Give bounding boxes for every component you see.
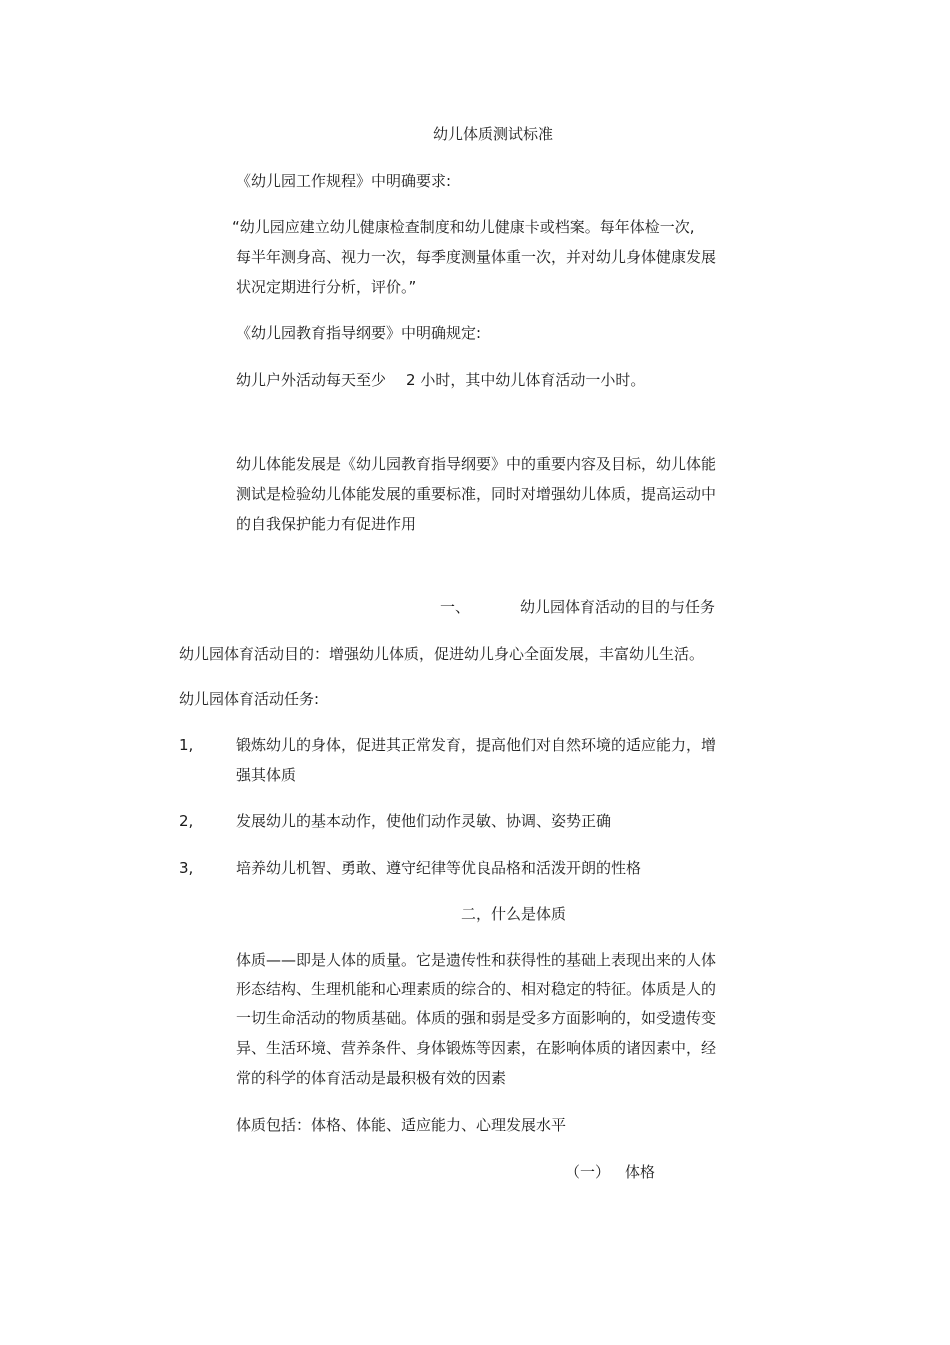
rule2-text-a: 幼儿户外活动每天至少 xyxy=(236,371,387,389)
section1-number: 一、 xyxy=(440,598,471,616)
rule2-text xyxy=(236,370,645,390)
rule1-quote-line: 状况定期进行分析，评价。” xyxy=(236,278,417,296)
rule1-source: 《幼儿园工作规程》中明确要求: xyxy=(236,172,452,190)
section2-heading: 二，什么是体质 xyxy=(461,905,567,923)
section2-paragraph-line: 体质——即是人体的质量。它是遗传性和获得性的基础上表现出来的人体 xyxy=(236,951,717,969)
task-text-line: 培养幼儿机智、勇敢、遵守纪律等优良品格和活泼开朗的性格 xyxy=(236,859,642,877)
section2-paragraph-line: 一切生命活动的物质基础。体质的强和弱是受多方面影响的，如受遗传变 xyxy=(236,1009,717,1027)
intro-paragraph-line: 的自我保护能力有促进作用 xyxy=(236,515,417,533)
task-text-line: 强其体质 xyxy=(236,766,297,784)
task-number: 2, xyxy=(179,812,194,830)
section1-heading xyxy=(440,597,715,617)
page-title: 幼儿体质测试标准 xyxy=(433,125,554,143)
section2-paragraph-line: 异、生活环境、营养条件、身体锻炼等因素，在影响体质的诸因素中，经 xyxy=(236,1039,717,1057)
subsection-heading xyxy=(565,1162,655,1182)
section2-includes: 体质包括：体格、体能、适应能力、心理发展水平 xyxy=(236,1116,567,1134)
rule2-source: 《幼儿园教育指导纲要》中明确规定: xyxy=(236,324,482,342)
subsection-number: （一） xyxy=(565,1163,611,1181)
intro-paragraph-line: 测试是检验幼儿体能发展的重要标准，同时对增强幼儿体质，提高运动中 xyxy=(236,485,717,503)
subsection-title: 体格 xyxy=(625,1163,656,1181)
section1-title: 幼儿园体育活动的目的与任务 xyxy=(520,598,716,616)
intro-paragraph-line: 幼儿体能发展是《幼儿园教育指导纲要》中的重要内容及目标，幼儿体能 xyxy=(236,455,717,473)
rule1-quote-line: “幼儿园应建立幼儿健康检查制度和幼儿健康卡或档案。每年体检一次, xyxy=(232,218,695,236)
section2-paragraph-line: 形态结构、生理机能和心理素质的综合的、相对稳定的特征。体质是人的 xyxy=(236,980,717,998)
task-text-line: 发展幼儿的基本动作，使他们动作灵敏、协调、姿势正确 xyxy=(236,812,612,830)
task-text-line: 锻炼幼儿的身体，促进其正常发育，提高他们对自然环境的适应能力，增 xyxy=(236,736,717,754)
task-number: 3, xyxy=(179,859,194,877)
task-number: 1, xyxy=(179,736,194,754)
rule1-quote-line: 每半年测身高、视力一次，每季度测量体重一次，并对幼儿身体健康发展 xyxy=(236,248,717,266)
section1-purpose: 幼儿园体育活动目的：增强幼儿体质，促进幼儿身心全面发展，丰富幼儿生活。 xyxy=(179,645,705,663)
section2-paragraph-line: 常的科学的体育活动是最积极有效的因素 xyxy=(236,1069,507,1087)
section1-tasks-label: 幼儿园体育活动任务: xyxy=(179,690,320,708)
rule2-text-b: 2 小时，其中幼儿体育活动一小时。 xyxy=(406,371,646,389)
